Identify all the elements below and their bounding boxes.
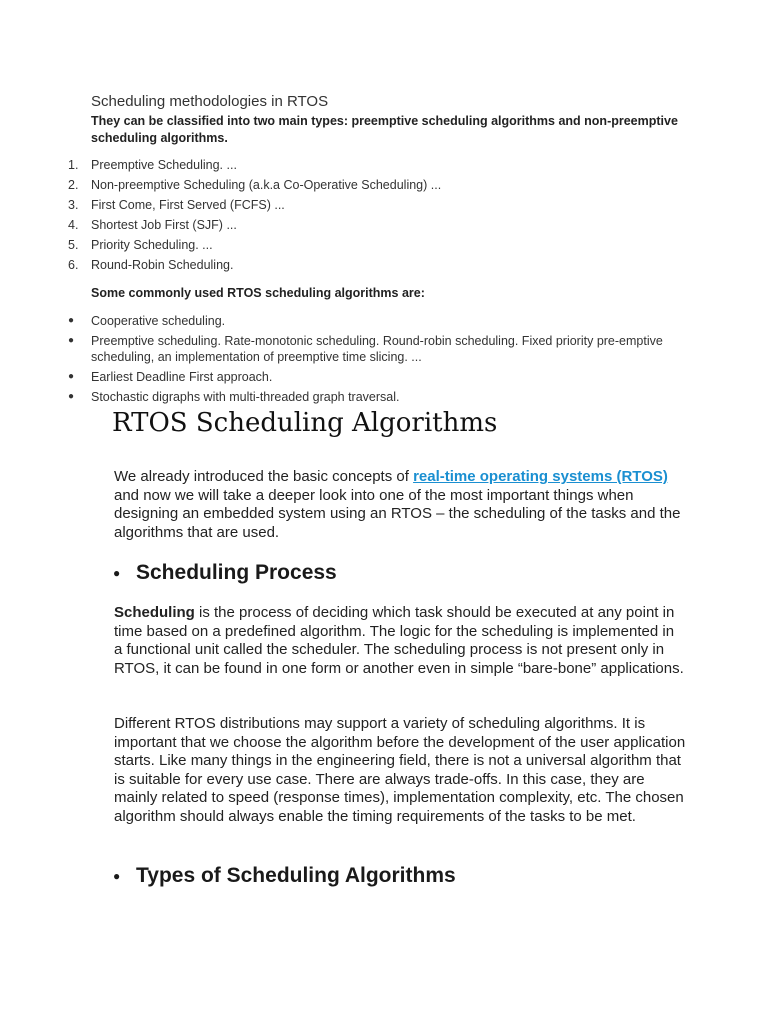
list-item-text: Preemptive Scheduling. ... [91,158,237,172]
paragraph-distributions: Different RTOS distributions may support a variety of scheduling algorithms. It is important that we choose the algorithm before the development of the user application starts. Like many things in the engineering field, there is not a universal algorithm that is suitable for every use case. There are always trade-offs. In this case, they are mainly related to speed (response times), implementation complexity, etc. The chosen algorithm should always enable the timing requirements of the tasks to be met. [114,715,686,825]
bullet-list [0,313,681,409]
intro-text: They can be classified into two main types: preemptive scheduling algorithms and non-preemptive scheduling algorithms. [91,114,678,145]
section-title: Types of Scheduling Algorithms [136,864,456,887]
list-item-text: First Come, First Served (FCFS) ... [91,198,285,212]
rtos-link[interactable]: real-time operating systems (RTOS) [413,468,668,485]
bullet-icon: ● [68,315,75,326]
list-item [0,389,681,409]
list-item-text: Preemptive scheduling. Rate-monotonic scheduling. Round-robin scheduling. Fixed priority pre-emptive scheduling, an implementation of preemptive time slicing. ... [91,334,663,364]
paragraph-text: is the process of deciding which task should be executed at any point in time based on a predefined algorithm. The logic for the scheduling is implemented in a functional unit called the scheduler. The scheduling process is not present only in RTOS, it can be found in one form or another even in simple “bare-bone” applications. [114,604,684,677]
paragraph-intro [114,468,686,542]
list-number: 3. [68,198,79,212]
list-item [0,313,681,333]
paragraph-text: We already introduced the basic concepts of [114,468,414,485]
list-item-text: Non-preemptive Scheduling (a.k.a Co-Operative Scheduling) ... [91,178,442,192]
paragraph-text: and now we will take a deeper look into one of the most important things when designing an embedded system using an RTOS – the scheduling of the tasks and the algorithms that are used. [114,486,681,541]
bullet-icon: ● [68,335,75,346]
bullet-icon: ● [68,371,75,382]
bullet-icon: ● [68,391,75,402]
section-title: Scheduling Process [136,561,337,584]
list-item [0,369,681,389]
sub-heading: Some commonly used RTOS scheduling algorithms are: [91,286,425,300]
list-item-text: Round-Robin Scheduling. [91,258,234,272]
list-number: 1. [68,158,79,172]
bullet-icon: ● [113,566,121,581]
bold-term: Scheduling [114,604,195,621]
list-item-text: Stochastic digraphs with multi-threaded graph traversal. [91,390,400,404]
list-number: 2. [68,178,79,192]
list-number: 4. [68,218,79,232]
section-heading-scheduling-process [113,561,337,585]
list-item-text: Earliest Deadline First approach. [91,370,273,384]
main-title: RTOS Scheduling Algorithms [112,408,498,438]
list-item-text: Shortest Job First (SJF) ... [91,218,237,232]
top-heading: Scheduling methodologies in RTOS [91,93,329,110]
list-number: 6. [68,258,79,272]
section-heading-types [113,864,456,888]
list-item [0,333,681,369]
list-number: 5. [68,238,79,252]
list-item-text: Priority Scheduling. ... [91,238,213,252]
list-item-text: Cooperative scheduling. [91,314,226,328]
paragraph-scheduling [114,604,686,678]
bullet-icon: ● [113,869,121,884]
